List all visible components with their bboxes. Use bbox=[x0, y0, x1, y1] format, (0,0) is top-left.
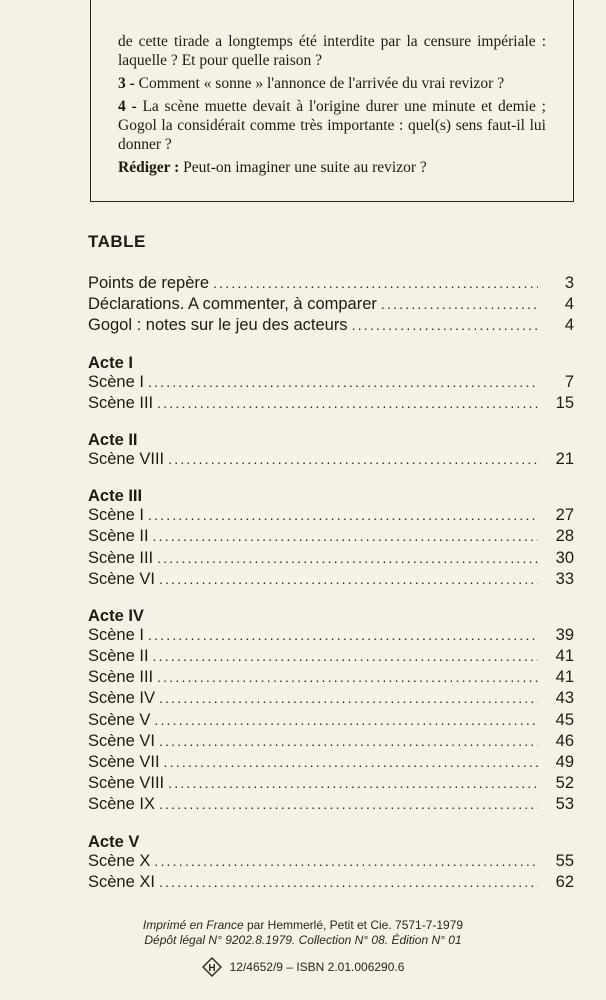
act-heading: Acte II bbox=[88, 430, 138, 449]
toc-entry-label: Scène II bbox=[88, 647, 149, 666]
question-text: Comment « sonne » l'annonce de l'arrivée du vrai revizor ? bbox=[138, 75, 505, 92]
toc-entry-label: Scène II bbox=[88, 527, 149, 546]
toc-entry-page: 21 bbox=[555, 449, 574, 468]
toc-entry bbox=[88, 316, 574, 337]
question-line bbox=[118, 74, 546, 93]
toc-entry-label: Scène III bbox=[88, 548, 154, 567]
dot-leader bbox=[148, 374, 538, 390]
question-number: Rédiger : bbox=[118, 159, 180, 176]
dot-leader bbox=[157, 550, 538, 566]
toc-entry bbox=[88, 570, 574, 591]
toc-entry bbox=[88, 506, 574, 527]
toc-entry-label: Déclarations. A commenter, à comparer bbox=[88, 295, 377, 314]
toc-entry bbox=[88, 647, 574, 668]
dot-leader bbox=[159, 571, 538, 587]
question-line bbox=[118, 158, 546, 177]
toc-entry-page: 46 bbox=[555, 731, 574, 750]
toc-entry-page: 53 bbox=[555, 795, 574, 814]
toc-entry-label: Gogol : notes sur le jeu des acteurs bbox=[88, 316, 348, 335]
dot-leader bbox=[157, 395, 538, 411]
dot-leader bbox=[168, 775, 538, 791]
toc-entry bbox=[88, 394, 574, 415]
toc-entry-page: 43 bbox=[555, 689, 574, 708]
toc-entry-page: 39 bbox=[555, 625, 574, 644]
isbn-line bbox=[0, 957, 606, 977]
toc-entry bbox=[88, 527, 574, 548]
toc-entry bbox=[88, 795, 574, 816]
printed-in-france: Imprimé en France bbox=[142, 918, 244, 932]
toc-entry-label: Scène I bbox=[88, 372, 144, 391]
toc-entry-label: Scène VIII bbox=[88, 449, 165, 468]
printer-details: par Hemmerlé, Petit et Cie. 7571-7-1979 bbox=[246, 918, 464, 932]
dot-leader bbox=[159, 796, 538, 812]
dot-leader bbox=[154, 853, 538, 869]
table-of-contents bbox=[88, 274, 574, 894]
toc-entry-page: 7 bbox=[564, 372, 574, 391]
toc-entry-label: Points de repère bbox=[88, 274, 210, 292]
toc-entry-page: 27 bbox=[555, 506, 574, 525]
question-text: de cette tirade a longtemps été interdite par la censure impériale : laquelle ? Et pour quelle raison ? bbox=[118, 33, 546, 69]
toc-entry bbox=[88, 626, 574, 647]
toc-entry-label: Scène III bbox=[88, 668, 154, 687]
toc-entry-label: Scène V bbox=[88, 710, 151, 729]
questions-text bbox=[118, 32, 546, 181]
toc-entry bbox=[88, 873, 574, 894]
dot-leader bbox=[164, 754, 538, 770]
toc-entry bbox=[88, 852, 574, 873]
toc-entry-page: 33 bbox=[555, 569, 574, 588]
toc-entry bbox=[88, 711, 574, 732]
toc-entry-page: 30 bbox=[555, 548, 574, 567]
toc-entry bbox=[88, 689, 574, 710]
dot-leader bbox=[159, 733, 538, 749]
toc-entry-label: Scène VI bbox=[88, 569, 155, 588]
toc-entry bbox=[88, 668, 574, 689]
logo-letter: H bbox=[207, 963, 216, 974]
toc-entry-page: 4 bbox=[564, 295, 574, 314]
toc-entry-page: 4 bbox=[564, 316, 574, 335]
toc-entry-label: Scène VII bbox=[88, 753, 160, 771]
toc-entry bbox=[88, 295, 574, 316]
dot-leader bbox=[381, 296, 538, 312]
toc-entry-label: Scène VI bbox=[88, 731, 155, 750]
act-heading: Acte IV bbox=[88, 606, 144, 625]
toc-entry-page: 49 bbox=[555, 753, 574, 771]
toc-entry-page: 62 bbox=[555, 872, 574, 891]
dot-leader bbox=[352, 317, 538, 333]
toc-entry bbox=[88, 549, 574, 570]
question-text: Peut-on imaginer une suite au revizor ? bbox=[183, 159, 427, 176]
dot-leader bbox=[159, 690, 538, 706]
dot-leader bbox=[153, 648, 538, 664]
act-heading: Acte I bbox=[88, 353, 133, 372]
dot-leader bbox=[159, 874, 538, 890]
toc-entry-label: Scène X bbox=[88, 851, 151, 870]
toc-entry-label: Scène IX bbox=[88, 795, 155, 814]
toc-entry bbox=[88, 450, 574, 471]
question-text: La scène muette devait à l'origine durer une minute et demie ; Gogol la considérait comme très importante : quel(s) sens faut-il lui donner ? bbox=[118, 98, 546, 153]
toc-entry bbox=[88, 373, 574, 394]
toc-entry-label: Scène I bbox=[88, 625, 144, 644]
dot-leader bbox=[213, 275, 538, 291]
printer-line bbox=[0, 918, 606, 932]
toc-entry-label: Scène I bbox=[88, 506, 144, 525]
question-line bbox=[118, 97, 546, 154]
toc-entry-page: 45 bbox=[555, 710, 574, 729]
dot-leader bbox=[153, 528, 538, 544]
toc-entry bbox=[88, 732, 574, 753]
question-number: 4 - bbox=[118, 98, 137, 115]
table-title: TABLE bbox=[88, 232, 146, 251]
toc-entry bbox=[88, 753, 574, 774]
dot-leader bbox=[148, 507, 538, 523]
act-heading: Acte V bbox=[88, 832, 140, 851]
dot-leader bbox=[154, 712, 538, 728]
toc-entry-label: Scène XI bbox=[88, 872, 155, 891]
toc-entry bbox=[88, 274, 574, 295]
dot-leader bbox=[148, 627, 538, 643]
isbn-text: 12/4652/9 – ISBN 2.01.006290.6 bbox=[229, 960, 405, 974]
toc-entry-page: 41 bbox=[555, 668, 574, 687]
toc-entry bbox=[88, 774, 574, 795]
toc-entry-page: 15 bbox=[555, 393, 574, 412]
dot-leader bbox=[168, 451, 538, 467]
legal-deposit-line: Dépôt légal N° 9202.8.1979. Collection N° 08. Édition N° 01 bbox=[144, 933, 462, 947]
toc-entry-label: Scène VIII bbox=[88, 774, 165, 793]
toc-entry-page: 28 bbox=[555, 527, 574, 546]
dot-leader bbox=[157, 669, 538, 685]
hachette-logo-icon bbox=[202, 957, 222, 977]
question-number: 3 - bbox=[118, 75, 135, 92]
toc-entry-page: 55 bbox=[555, 851, 574, 870]
toc-entry-page: 52 bbox=[555, 774, 574, 793]
question-line bbox=[118, 32, 546, 70]
act-heading: Acte III bbox=[88, 487, 143, 506]
toc-entry-page: 3 bbox=[564, 274, 574, 292]
toc-entry-label: Scène III bbox=[88, 393, 154, 412]
toc-entry-label: Scène IV bbox=[88, 689, 155, 708]
toc-entry-page: 41 bbox=[555, 647, 574, 666]
